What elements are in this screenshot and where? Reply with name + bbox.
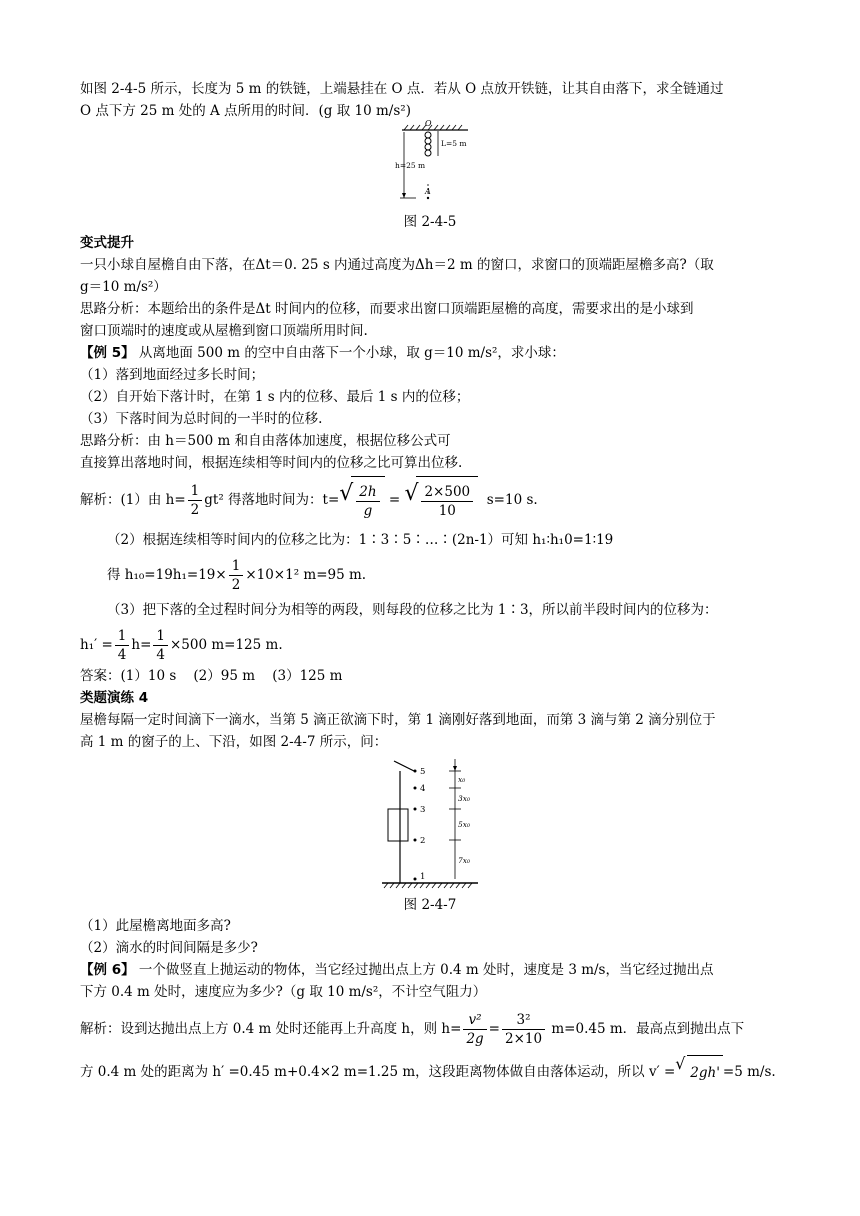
drill4-line2: 高 1 m 的窗子的上、下沿，如图 2-4-7 所示，问：	[80, 734, 388, 750]
variant-line2: g＝10 m/s²）	[80, 279, 167, 295]
solution2-b: ×10×1² m=95 m.	[245, 567, 367, 583]
example5-q2: （2）自开始下落计时，在第 1 s 内的位移、最后 1 s 内的位移；	[80, 389, 470, 405]
dist-label-7x0: 7x₀	[458, 856, 471, 865]
example5-title: 【例 5】	[80, 345, 135, 361]
label-h: h=25 m	[395, 161, 426, 170]
variant-analysis2: 窗口顶端时的速度或从屋檐到窗口顶端所用时间.	[80, 323, 368, 339]
fraction-v2-over-2g	[463, 1011, 486, 1048]
fraction-den: 4	[117, 647, 127, 663]
example5-statement	[80, 342, 780, 364]
example5-analysis2: 直接算出落地时间，根据连续相等时间内的位移之比可算出位移.	[80, 455, 463, 471]
sqrt-num: 2×500	[421, 483, 473, 502]
solution1-prefix: 解析：(1）由 h=	[80, 492, 186, 508]
figure-caption-2-4-7: 图 2-4-7	[403, 897, 457, 913]
sqrt-content: 2gh'	[687, 1055, 723, 1090]
example6-sol2-b: =5 m/s.	[722, 1064, 776, 1080]
figure-2-4-7	[80, 757, 780, 895]
fraction-quarter	[115, 627, 130, 664]
fraction-num: 1	[229, 557, 244, 576]
fraction-den: 4	[156, 647, 165, 663]
fraction-num: v²	[463, 1011, 486, 1030]
variant-line1: 一只小球自屋檐自由下落，在Δt＝0. 25 s 内通过高度为Δh＝2 m 的窗口，求窗口的顶端距屋檐多高?（取	[80, 257, 714, 273]
drill4-q2: （2）滴水的时间间隔是多少?	[80, 940, 258, 956]
drop-label-1: 1	[420, 872, 426, 882]
sqrt-2x500-over-10: √ $\frac{2\times 500}{10}$	[404, 476, 478, 525]
fraction-den: 2×10	[504, 1031, 543, 1047]
example5-solution1: 解析：(1）由 h= $\frac{1}{2}$ gt² 得落地时间为：t= √ $\frac{2h}{g}$ = √ $\frac{2\times 500}{10}$ s=10 s.	[80, 476, 780, 525]
fraction-den: 2g	[466, 1031, 484, 1047]
example6-solution1: 解析：设到达抛出点上方 0.4 m 处时还能再上升高度 h，则 h= $\frac{\text{v²}}{2g}$ = $\frac{\text{3²}}{2\times 10}$ m=0.45 m．最高点到抛出点下	[80, 1012, 745, 1047]
example6-line1: 一个做竖直上抛运动的物体，当它经过抛出点上方 0.4 m 处时，速度是 3 m/s，当它经过抛出点	[134, 962, 714, 978]
dist-label-5x0: 5x₀	[458, 820, 471, 829]
drill4-heading: 类题演练 4	[80, 690, 149, 706]
example5-solution3-line2	[80, 625, 780, 665]
example5-q1: （1）落到地面经过多长时间；	[80, 367, 265, 383]
fraction-half	[188, 482, 203, 519]
chain-diagram	[80, 119, 780, 212]
example6-statement	[80, 959, 780, 981]
fraction-num: 1	[188, 482, 203, 501]
drop-label-4: 4	[420, 784, 426, 794]
document-page	[80, 78, 780, 1090]
sqrt-2gh: √ 2gh'	[675, 1055, 723, 1090]
variant-analysis1: 思路分析：本题给出的条件是Δt 时间内的位移，而要求出窗口顶端距屋檐的高度，需要求出的是小球到	[80, 301, 694, 317]
solution2-a: 得 h₁₀=19h₁=19×	[107, 567, 227, 583]
dist-label-3x0: 3x₀	[458, 794, 471, 803]
example6-line2: 下方 0.4 m 处时，速度应为多少?（g 取 10 m/s²，不计空气阻力）	[80, 984, 487, 1000]
sqrt-num: 2h	[356, 483, 379, 502]
drop-label-2: 2	[420, 836, 426, 846]
label-a: A	[425, 187, 431, 196]
label-l: L=5 m	[441, 139, 467, 148]
example5-solution2-line1: （2）根据连续相等时间内的位移之比为：1∶3∶5∶…∶(2n-1）可知 h₁∶h₁0=1∶19	[107, 532, 614, 548]
fraction-quarter	[153, 627, 168, 664]
variant-heading: 变式提升	[80, 235, 134, 251]
drill4-q1: （1）此屋檐离地面多高?	[80, 918, 231, 934]
example6-sol-b: m=0.45 m．最高点到抛出点下	[551, 1021, 745, 1037]
example6-sol2-a: 方 0.4 m 处的距离为 h′ =0.45 m+0.4×2 m=1.25 m，这段距离物体做自由落体运动，所以 v′ =	[80, 1064, 676, 1080]
example5-answer: 答案：(1）10 s (2）95 m (3）125 m	[80, 668, 343, 684]
problem-intro-line1: 如图 2-4-5 所示，长度为 5 m 的铁链，上端悬挂在 O 点．若从 O 点放开铁链，让其自由落下，求全链通过	[80, 81, 724, 97]
solution1-end: s=10 s.	[486, 492, 538, 508]
fraction-num: 3²	[502, 1011, 545, 1030]
drop-label-3: 3	[420, 805, 426, 815]
sqrt-2h-over-g: √ $\frac{2h}{g}$	[339, 476, 384, 525]
label-o: O	[425, 119, 432, 128]
example5-text: 从离地面 500 m 的空中自由落下一个小球，取 g＝10 m/s²，求小球：	[134, 345, 565, 361]
example6-solution2	[80, 1055, 780, 1090]
fraction-den: 2	[231, 577, 241, 593]
dripping-diagram	[80, 757, 780, 895]
example6-sol-a: 解析：设到达抛出点上方 0.4 m 处时还能再上升高度 h，则 h=	[80, 1021, 462, 1037]
solution1-mid: gt² 得落地时间为：t=	[204, 492, 340, 508]
fraction-num: 1	[115, 627, 130, 646]
drop-labels	[420, 767, 425, 882]
solution3-b: h=	[131, 637, 152, 653]
distance-labels	[458, 775, 470, 865]
example5-solution3-line1: （3）把下落的全过程时间分为相等的两段，则每段的位移之比为 1∶3，所以前半段时间内的位移为：	[107, 602, 718, 618]
drill4-line1: 屋檐每隔一定时间滴下一滴水，当第 5 滴正欲滴下时，第 1 滴刚好落到地面，而第 3 滴与第 2 滴分别位于	[80, 712, 716, 728]
dist-label-x0: x₀	[458, 775, 466, 784]
drop-label-5: 5	[420, 767, 426, 777]
fraction-half	[229, 557, 244, 594]
example5-analysis1: 思路分析：由 h＝500 m 和自由落体加速度，根据位移公式可	[80, 433, 451, 449]
example6-title: 【例 6】	[80, 962, 135, 978]
sqrt-den: g	[363, 503, 373, 519]
fraction-num: 1	[153, 627, 168, 646]
fraction-den: 2	[190, 502, 200, 518]
example5-solution2-line2	[80, 555, 780, 595]
problem-intro-line2: O 点下方 25 m 处的 A 点所用的时间．(g 取 10 m/s²)	[80, 103, 411, 119]
figure-caption-2-4-5: 图 2-4-5	[403, 214, 457, 230]
solution3-a: h₁′ =	[80, 637, 113, 653]
solution3-c: ×500 m=125 m.	[169, 637, 283, 653]
figure-2-4-5	[80, 119, 780, 212]
fraction-3sq-over-20	[502, 1011, 545, 1048]
example5-q3: （3）下落时间为总时间的一半时的位移.	[80, 411, 323, 427]
sqrt-den: 10	[438, 503, 456, 519]
